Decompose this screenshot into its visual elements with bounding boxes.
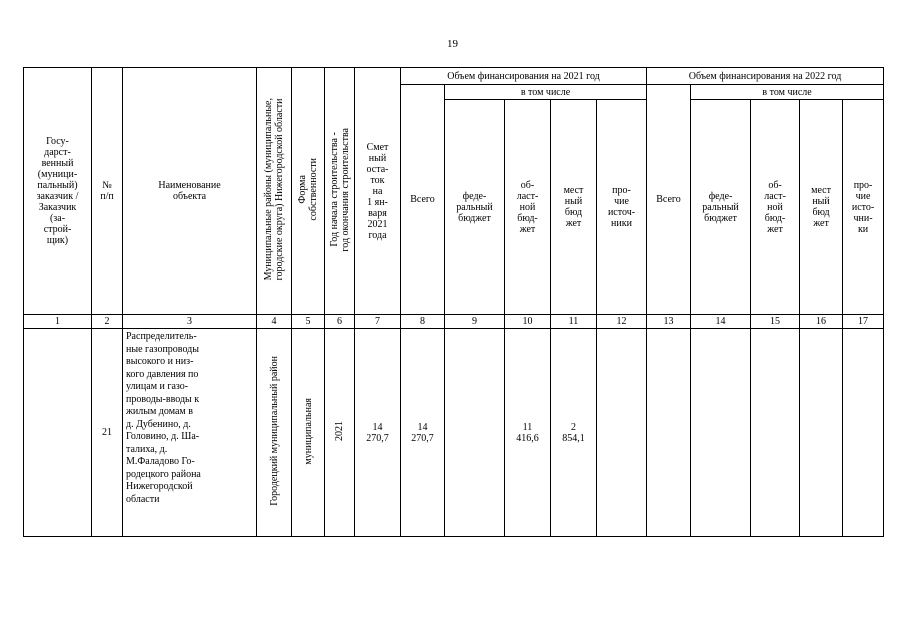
header-object-name: Наименование объекта xyxy=(123,68,257,315)
header-local-2022: мест ный бюд жет xyxy=(800,100,843,315)
cell-other-2021 xyxy=(597,329,647,537)
cell-estimate: 14 270,7 xyxy=(355,329,401,537)
header-years: Год начала строительства - год окончания строительства xyxy=(325,68,355,315)
col-num-8: 8 xyxy=(401,315,445,329)
col-num-15: 15 xyxy=(751,315,800,329)
col-num-4: 4 xyxy=(257,315,292,329)
col-num-2: 2 xyxy=(92,315,123,329)
header-other-2021: про- чие источ- ники xyxy=(597,100,647,315)
header-customer: Госу- дарст- венный (муници- пальный) заказчик / Заказчик (за- строй- щик) xyxy=(24,68,92,315)
cell-federal-2022 xyxy=(691,329,751,537)
col-num-7: 7 xyxy=(355,315,401,329)
header-total-2022: Всего xyxy=(647,85,691,315)
header-ownership: Форма собственности xyxy=(292,68,325,315)
table-row xyxy=(24,329,884,537)
cell-local-2021: 2 854,1 xyxy=(551,329,597,537)
col-num-10: 10 xyxy=(505,315,551,329)
header-regional-2022: об- ласт- ной бюд- жет xyxy=(751,100,800,315)
col-num-1: 1 xyxy=(24,315,92,329)
financing-table xyxy=(23,67,884,537)
header-total-2021: Всего xyxy=(401,85,445,315)
header-estimate: Смет ный оста- ток на 1 ян- варя 2021 года xyxy=(355,68,401,315)
header-federal-2022: феде- ральный бюджет xyxy=(691,100,751,315)
page-number: 19 xyxy=(447,38,458,50)
header-federal-2021: феде- ральный бюджет xyxy=(445,100,505,315)
cell-object-name: Распределитель- ные газопроводы высокого и низ- кого давления по улицам и газо- проводы-вводы к жилым домам в д. Дубенино, д. Головино, д. Ша- талиха, д. М.Фаладово Го- родецкого района Нижегородской области xyxy=(123,329,257,537)
header-incl-2021: в том числе xyxy=(445,85,647,100)
col-num-14: 14 xyxy=(691,315,751,329)
cell-total-2021: 14 270,7 xyxy=(401,329,445,537)
header-local-2021: мест ный бюд жет xyxy=(551,100,597,315)
col-num-5: 5 xyxy=(292,315,325,329)
col-num-16: 16 xyxy=(800,315,843,329)
header-regional-2021: об- ласт- ной бюд- жет xyxy=(505,100,551,315)
col-num-11: 11 xyxy=(551,315,597,329)
cell-customer xyxy=(24,329,92,537)
cell-federal-2021 xyxy=(445,329,505,537)
cell-years: 2021 xyxy=(325,329,355,537)
cell-num: 21 xyxy=(92,329,123,537)
header-fin-2022: Объем финансирования на 2022 год xyxy=(647,68,884,85)
header-incl-2022: в том числе xyxy=(691,85,884,100)
cell-regional-2021: 11 416,6 xyxy=(505,329,551,537)
col-num-12: 12 xyxy=(597,315,647,329)
cell-total-2022 xyxy=(647,329,691,537)
cell-other-2022 xyxy=(843,329,884,537)
header-other-2022: про- чие исто- чни- ки xyxy=(843,100,884,315)
header-fin-2021: Объем финансирования на 2021 год xyxy=(401,68,647,85)
col-num-17: 17 xyxy=(843,315,884,329)
col-num-3: 3 xyxy=(123,315,257,329)
header-districts: Муниципальные районы (муниципальные, городские округа) Нижегородской области xyxy=(257,68,292,315)
cell-ownership: муниципальная xyxy=(292,329,325,537)
header-num: № п/п xyxy=(92,68,123,315)
col-num-6: 6 xyxy=(325,315,355,329)
cell-local-2022 xyxy=(800,329,843,537)
col-num-13: 13 xyxy=(647,315,691,329)
col-num-9: 9 xyxy=(445,315,505,329)
cell-district: Городецкий муниципальный район xyxy=(257,329,292,537)
cell-regional-2022 xyxy=(751,329,800,537)
